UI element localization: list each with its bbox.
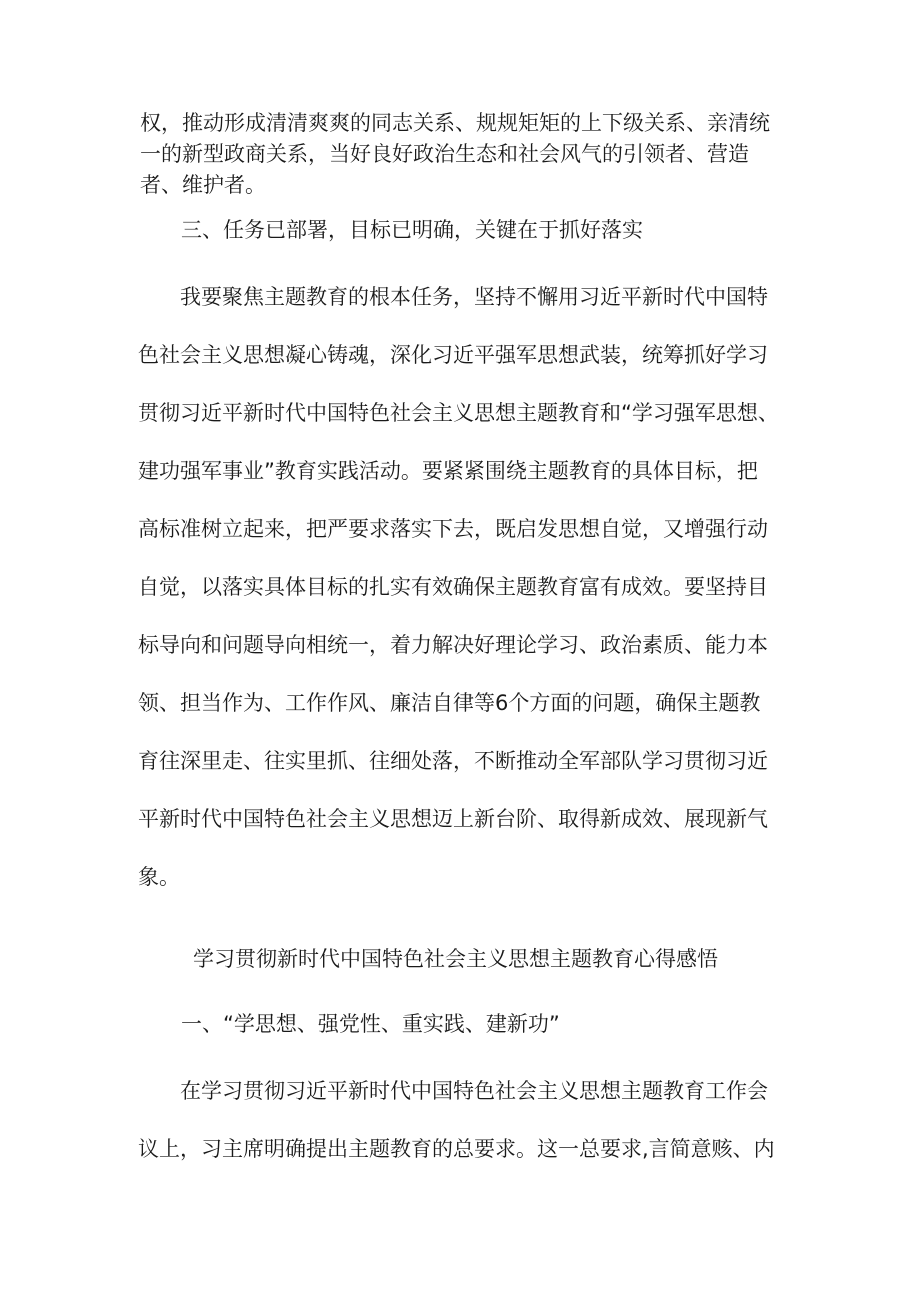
paragraph-line: 色社会主义思想凝心铸魂，深化习近平强军思想武装，统筹抓好学习	[138, 343, 768, 367]
paragraph-line: 领、担当作为、工作作风、廉洁自律等6个方面的问题，确保主题教	[138, 691, 761, 715]
paragraph-line: 权，推动形成清清爽爽的同志关系、规规矩矩的上下级关系、亲清统	[140, 111, 770, 135]
paragraph-line: 自觉，以落实具体目标的扎实有效确保主题教育富有成效。要坚持目	[138, 575, 768, 599]
paragraph-line: 在学习贯彻习近平新时代中国特色社会主义思想主题教育工作会	[180, 1079, 768, 1103]
paragraph-line: 我要聚焦主题教育的根本任务，坚持不懈用习近平新时代中国特	[180, 285, 768, 309]
paragraph-line: 象。	[138, 865, 180, 889]
paragraph-line: 高标准树立起来，把严要求落实下去，既启发思想自觉，又增强行动	[138, 517, 768, 541]
paragraph-line: 者、维护者。	[140, 173, 266, 197]
paragraph-line: 标导向和问题导向相统一，着力解决好理论学习、政治素质、能力本	[138, 633, 768, 657]
paragraph-line: 一的新型政商关系，当好良好政治生态和社会风气的引领者、营造	[140, 142, 749, 166]
paragraph-line: 建功强军事业”教育实践活动。要紧紧围绕主题教育的具体目标，把	[138, 459, 758, 483]
paragraph-line: 议上，习主席明确提出主题教育的总要求。这一总要求,言简意赅、内	[138, 1137, 775, 1161]
section-one-paragraph	[138, 1076, 798, 1176]
section-one-heading: 一、“学思想、强党性、重实践、建新功”	[181, 1012, 560, 1036]
paragraph-line: 平新时代中国特色社会主义思想迈上新台阶、取得新成效、展现新气	[138, 807, 768, 831]
section-three-heading: 三、任务已部署，目标已明确，关键在于抓好落实	[181, 218, 643, 242]
opening-paragraph	[140, 108, 800, 201]
section-three-paragraph	[138, 282, 798, 922]
paragraph-line: 贯彻习近平新时代中国特色社会主义思想主题教育和“学习强军思想、	[138, 401, 779, 425]
article-title: 学习贯彻新时代中国特色社会主义思想主题教育心得感悟	[193, 947, 718, 971]
paragraph-line: 育往深里走、往实里抓、往细处落，不断推动全军部队学习贯彻习近	[138, 749, 768, 773]
